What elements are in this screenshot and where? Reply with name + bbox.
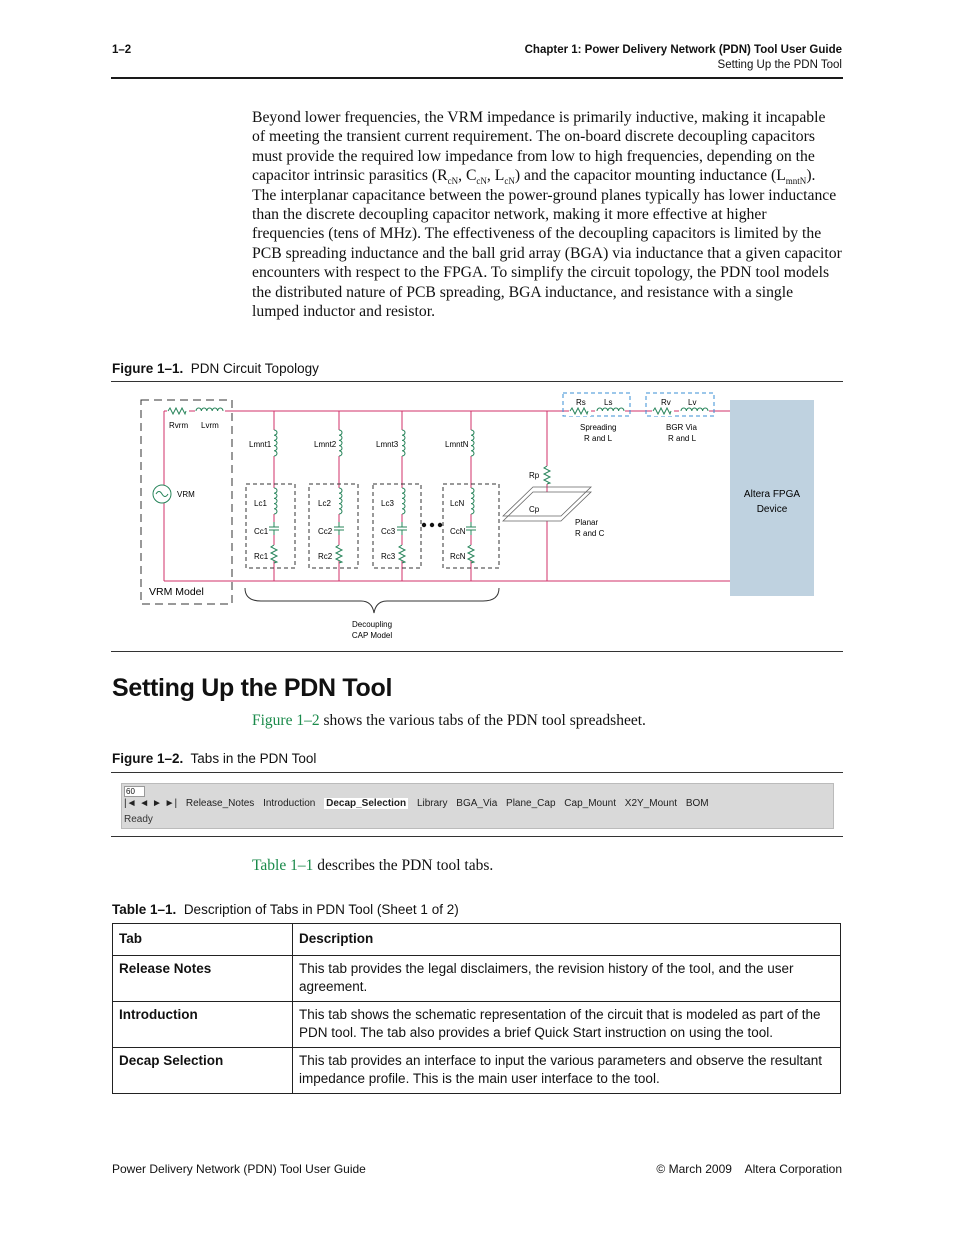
- svg-text:BGR Via: BGR Via: [666, 423, 697, 432]
- tab-decap-selection[interactable]: Decap_Selection: [326, 798, 407, 809]
- vrm-model-box: [141, 400, 232, 604]
- svg-text:Spreading: Spreading: [580, 423, 617, 432]
- tab-bom[interactable]: BOM: [685, 798, 709, 809]
- tab-release-notes[interactable]: Release_Notes: [185, 798, 255, 809]
- col-header-tab: Tab: [113, 924, 293, 956]
- tab-x2y-mount[interactable]: X2Y_Mount: [624, 798, 678, 809]
- tab-name-cell: Introduction: [113, 1002, 293, 1048]
- table-header-row: [113, 924, 841, 956]
- table-row: [113, 1048, 841, 1094]
- svg-text:Rp: Rp: [529, 471, 540, 480]
- description-cell: This tab provides an interface to input the various parameters and observe the resultant impedance profile. This is the main user interface to the tool.: [293, 1048, 841, 1094]
- svg-text:Rvrm: Rvrm: [169, 421, 189, 430]
- svg-text:Lmnt3: Lmnt3: [376, 440, 399, 449]
- spreading-rl: [563, 393, 630, 443]
- svg-text:Lvrm: Lvrm: [201, 421, 219, 430]
- tab-cap-mount[interactable]: Cap_Mount: [564, 798, 616, 809]
- decoupling-brace: [245, 588, 499, 613]
- tab-bga-via[interactable]: BGA_Via: [456, 798, 498, 809]
- col-header-description: Description: [293, 924, 841, 956]
- branch-n: [443, 411, 499, 581]
- svg-text:LcN: LcN: [450, 499, 465, 508]
- svg-text:RcN: RcN: [450, 552, 466, 561]
- svg-text:Ls: Ls: [604, 398, 613, 407]
- svg-text:Rs: Rs: [576, 398, 586, 407]
- svg-text:Lc3: Lc3: [381, 499, 394, 508]
- figure2-bottom-rule: [111, 836, 843, 837]
- section-title: Setting Up the PDN Tool: [717, 59, 842, 71]
- svg-text:Decoupling: Decoupling: [351, 620, 393, 629]
- svg-text:Cp: Cp: [529, 505, 540, 514]
- branch-3: [373, 411, 421, 581]
- table1-caption: Table 1–1. Description of Tabs in PDN Tool (Sheet 1 of 2): [112, 902, 459, 917]
- svg-text:LmntN: LmntN: [445, 440, 469, 449]
- name-box[interactable]: 60: [124, 786, 145, 797]
- svg-text:R and L: R and L: [584, 434, 613, 443]
- svg-text:VRM: VRM: [177, 490, 195, 499]
- figure1-top-rule: [111, 381, 843, 382]
- table-1-1-link[interactable]: Table 1–1: [252, 857, 314, 874]
- svg-text:R and C: R and C: [575, 529, 605, 538]
- spreadsheet-tab-bar: [121, 783, 834, 829]
- figure1-bottom-rule: [111, 651, 843, 652]
- svg-text:Cc3: Cc3: [381, 527, 396, 536]
- tab-plane-cap[interactable]: Plane_Cap: [506, 798, 556, 809]
- tab-name-cell: Release Notes: [113, 956, 293, 1002]
- svg-text:CcN: CcN: [450, 527, 466, 536]
- svg-text:Planar: Planar: [575, 518, 599, 527]
- section-intro: Figure 1–2 shows the various tabs of the PDN tool spreadsheet.: [252, 712, 646, 729]
- svg-text:Lc2: Lc2: [318, 499, 331, 508]
- chapter-title: Chapter 1: Power Delivery Network (PDN) Tool User Guide: [524, 44, 842, 56]
- svg-text:Lv: Lv: [688, 398, 697, 407]
- figure1-caption: Figure 1–1. PDN Circuit Topology: [112, 361, 319, 376]
- ellipsis-dots: [422, 523, 442, 527]
- sheet-nav-buttons[interactable]: |◄ ◄ ► ►|: [124, 798, 178, 809]
- header-rule: [111, 77, 843, 79]
- svg-text:Cc2: Cc2: [318, 527, 333, 536]
- footer-left: Power Delivery Network (PDN) Tool User Guide: [112, 1162, 366, 1176]
- svg-text:Lmnt2: Lmnt2: [314, 440, 337, 449]
- svg-text:Altera FPGA: Altera FPGA: [743, 489, 801, 500]
- pdn-circuit-diagram: [111, 384, 843, 650]
- section-heading: Setting Up the PDN Tool: [112, 674, 393, 702]
- table-intro: Table 1–1 describes the PDN tool tabs.: [252, 857, 494, 874]
- bgr-via-rl: [646, 393, 714, 443]
- svg-text:Lc1: Lc1: [254, 499, 267, 508]
- figure2-caption: Figure 1–2. Tabs in the PDN Tool: [112, 751, 317, 766]
- svg-text:R and L: R and L: [668, 434, 697, 443]
- svg-text:CAP Model: CAP Model: [351, 631, 393, 640]
- svg-text:Cc1: Cc1: [254, 527, 269, 536]
- tab-introduction[interactable]: Introduction: [263, 798, 316, 809]
- footer-right: © March 2009 Altera Corporation: [656, 1162, 842, 1176]
- figure-1-2-link[interactable]: Figure 1–2: [252, 712, 320, 729]
- svg-text:Rc2: Rc2: [318, 552, 333, 561]
- description-cell: This tab provides the legal disclaimers, the revision history of the tool, and the user agreement.: [293, 956, 841, 1002]
- tab-name-cell: Decap Selection: [113, 1048, 293, 1094]
- branch-1: [246, 411, 295, 581]
- svg-text:VRM Model: VRM Model: [149, 586, 204, 598]
- svg-text:Rc1: Rc1: [254, 552, 269, 561]
- svg-text:Rv: Rv: [661, 398, 671, 407]
- tab-library[interactable]: Library: [416, 798, 448, 809]
- branch-2: [309, 411, 358, 581]
- body-paragraph: Beyond lower frequencies, the VRM impedance is primarily inductive, making it incapable of meeting the transient current requirement. The on-board discrete decoupling capacitors must provide the required low impedance from low to high frequencies, depending on the capacitor intrinsic parasitics ($R_{cN}$, $C_{cN}$, $L_{cN}$) and the capacitor mounting inductance $(L_{mntN})$. The interplanar capacitance between the power-ground planes typically has lower inductance than the discrete decoupling capacitor network, making it more effective at higher frequencies (tens of MHz). The effectiveness of the decoupling capacitors is limited by the PCB spreading inductance and the ball grid array (BGA) via inductance that a given capacitor encounters with respect to the FPGA. To simplify the circuit topology, the PDN tool models the distributed nature of PCB spreading, BGA inductance, and resistance with a single lumped inductor and resistor.: [252, 109, 842, 321]
- svg-text:Rc3: Rc3: [381, 552, 396, 561]
- figure2-top-rule: [111, 772, 843, 773]
- svg-text:Lmnt1: Lmnt1: [249, 440, 272, 449]
- description-cell: This tab shows the schematic representation of the circuit that is modeled as part of the PDN tool. The tab also provides a brief Quick Start instruction on using the tool.: [293, 1002, 841, 1048]
- table-row: [113, 956, 841, 1002]
- tabs-description-table: [112, 923, 841, 1094]
- page-number: 1–2: [112, 44, 132, 56]
- table-row: [113, 1002, 841, 1048]
- status-bar-text: Ready: [124, 814, 153, 825]
- svg-text:Device: Device: [756, 504, 788, 515]
